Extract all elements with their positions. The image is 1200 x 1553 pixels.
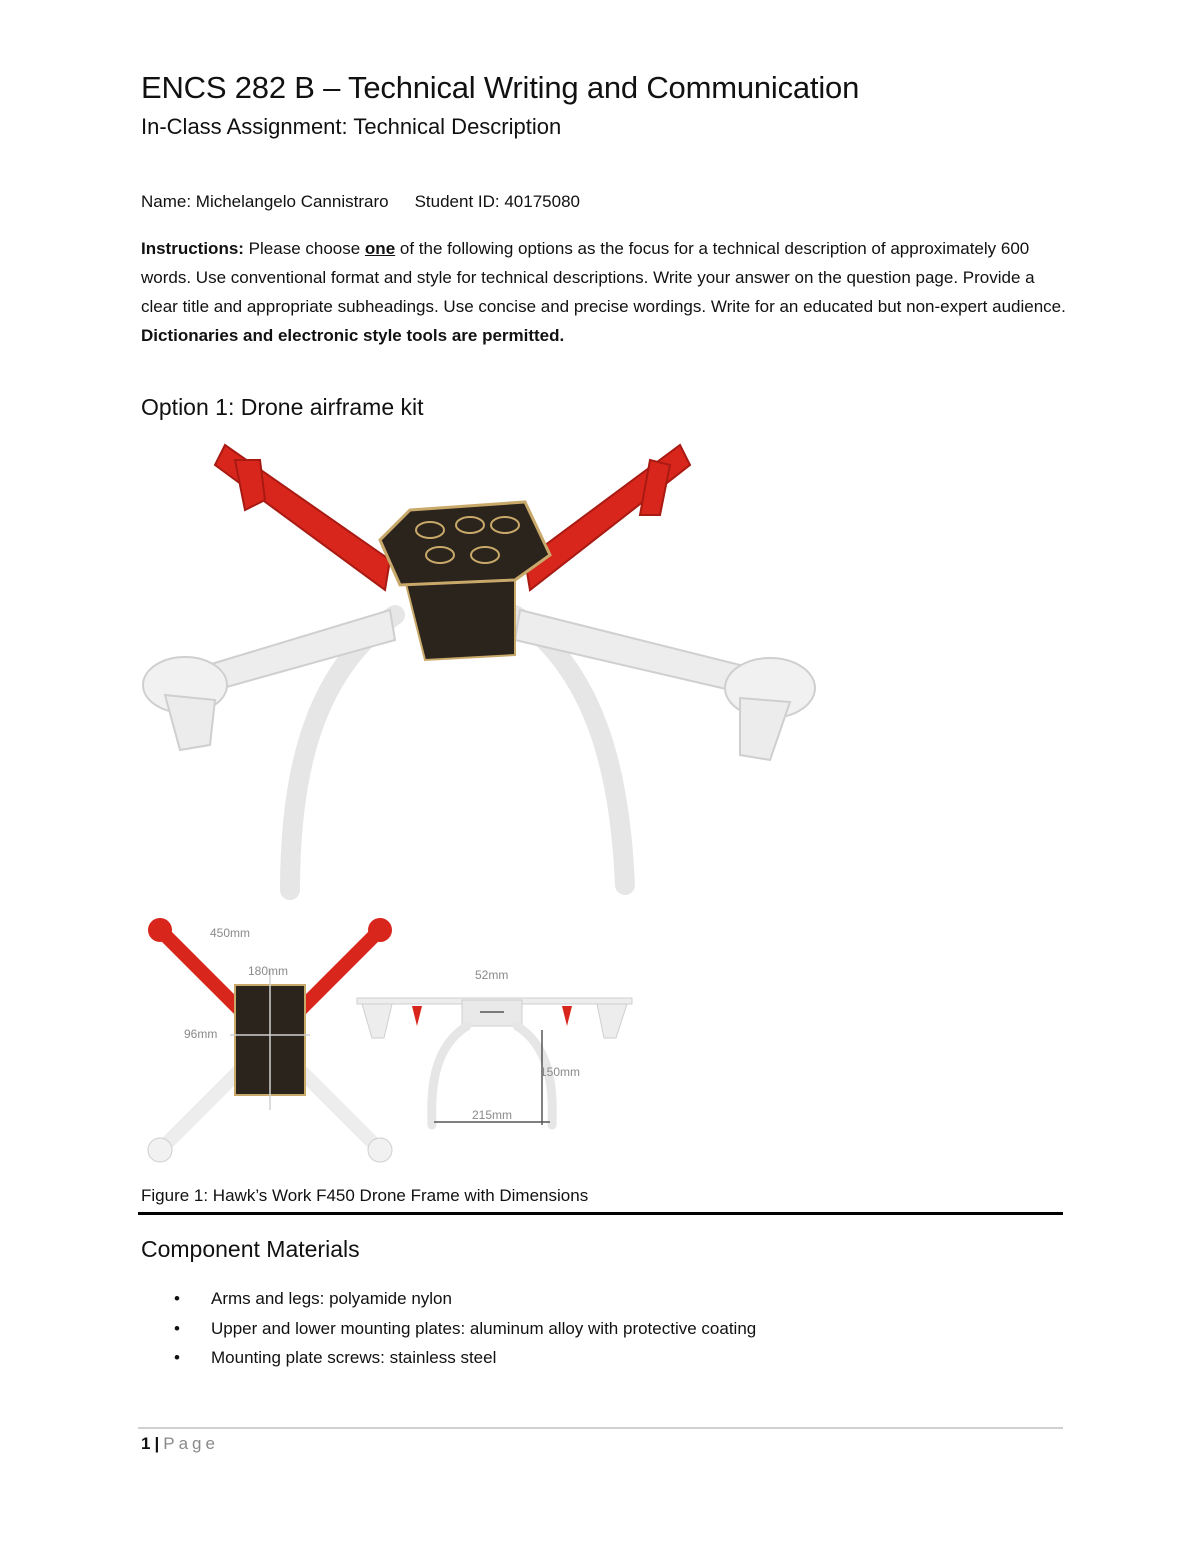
- bullet-icon: •: [174, 1289, 180, 1308]
- document-subtitle: In-Class Assignment: Technical Description: [141, 114, 562, 139]
- instructions-bold-tail: Dictionaries and electronic style tools are permitted.: [141, 326, 565, 345]
- dimension-plate-height-label: 96mm: [184, 1027, 218, 1041]
- footer-separator: |: [154, 1434, 160, 1453]
- drone-side-view-image: [352, 960, 637, 1135]
- bullet-icon: •: [174, 1348, 180, 1367]
- student-info: [141, 192, 580, 212]
- instructions-paragraph: [141, 234, 1071, 350]
- list-item-text: Upper and lower mounting plates: aluminum alloy with protective coating: [211, 1318, 757, 1338]
- page-number: 1: [141, 1434, 151, 1453]
- student-name: Name: Michelangelo Cannistraro: [141, 192, 389, 211]
- student-id: Student ID: 40175080: [414, 192, 580, 211]
- drone-frame-image: [140, 440, 830, 900]
- dimension-leg-span-label: 215mm: [472, 1108, 513, 1122]
- page-label: Page: [163, 1434, 219, 1453]
- section-divider: [138, 1212, 1063, 1215]
- dimension-center-width-label: 52mm: [475, 968, 509, 982]
- bullet-icon: •: [174, 1318, 180, 1338]
- footer-divider: [138, 1427, 1063, 1429]
- option-heading: Option 1: Drone airframe kit: [141, 394, 424, 420]
- instructions-label: Instructions:: [141, 239, 244, 258]
- list-item: [170, 1286, 756, 1316]
- page-footer: [141, 1434, 219, 1454]
- dimension-span-label: 450mm: [210, 926, 251, 940]
- instructions-text-2: of the following options as the focus for a technical description of approximately 600 words. Use conventional format and style for technical descriptions. Write your answer on the question page. Provide a clear title and appropriate subheadings. Use concise and precise wordings. Write for an educated but non-expert audience.: [141, 239, 1066, 316]
- dimension-plate-width-label: 180mm: [248, 964, 289, 978]
- instructions-text-1: Please choose: [243, 239, 365, 258]
- list-item-text: Arms and legs: polyamide nylon: [211, 1289, 452, 1308]
- materials-heading: Component Materials: [141, 1236, 360, 1262]
- list-item: [170, 1345, 756, 1375]
- dimension-leg-height-label: 150mm: [540, 1065, 581, 1079]
- figure-caption: Figure 1: Hawk’s Work F450 Drone Frame with Dimensions: [141, 1186, 589, 1205]
- materials-list: [170, 1286, 756, 1375]
- instructions-emphasis: one: [364, 239, 396, 258]
- document-title: ENCS 282 B – Technical Writing and Communication: [141, 70, 860, 105]
- list-item-text: Mounting plate screws: stainless steel: [211, 1348, 497, 1367]
- list-item: [170, 1316, 756, 1346]
